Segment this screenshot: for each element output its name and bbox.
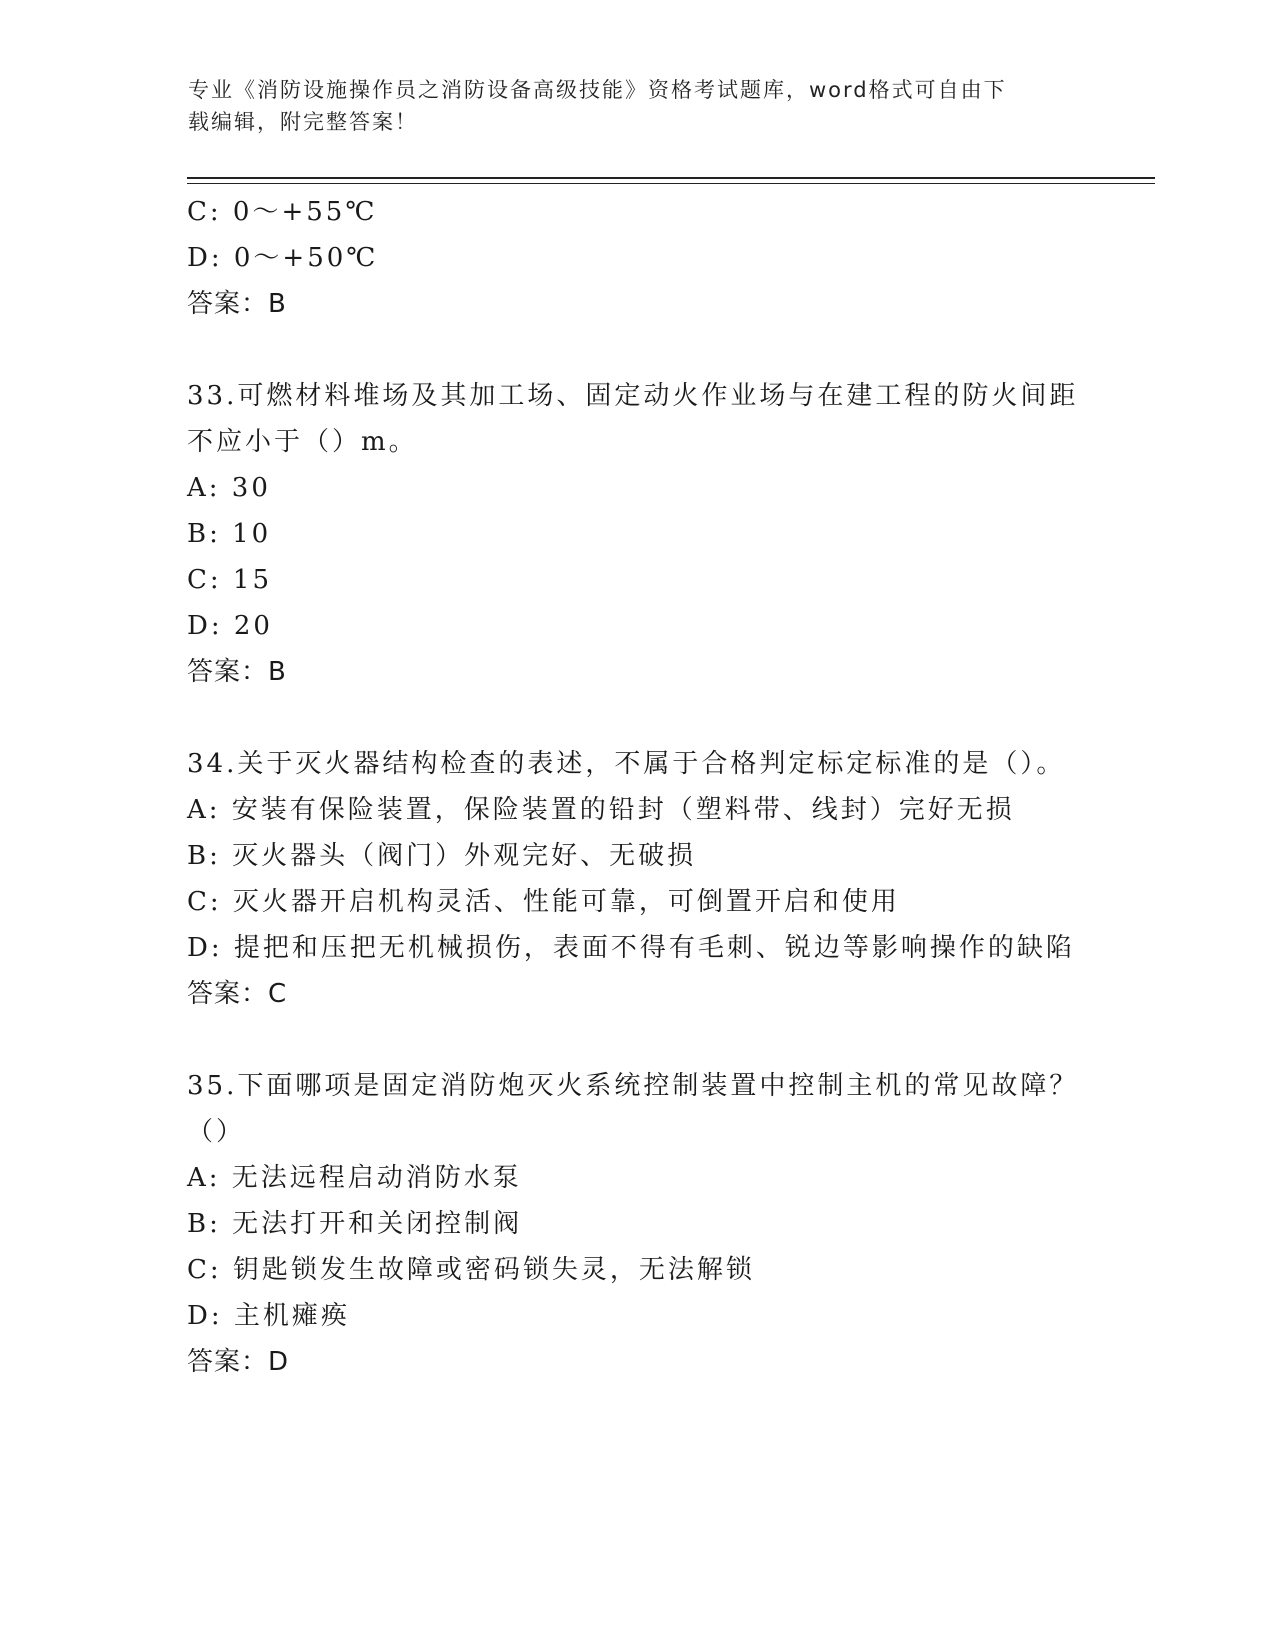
document-header bbox=[188, 74, 1088, 138]
answer-line: 答案：D bbox=[187, 1347, 290, 1377]
option-d: D: 0～+50℃ bbox=[187, 243, 379, 273]
option-b: B: 10 bbox=[187, 519, 272, 549]
option-d: D: 20 bbox=[187, 611, 273, 641]
option-c: C: 0～+55℃ bbox=[187, 197, 378, 227]
answer-line: 答案：C bbox=[187, 979, 288, 1009]
question-stem: 33.可燃材料堆场及其加工场、固定动火作业场与在建工程的防火间距 bbox=[187, 381, 1079, 411]
question-34 bbox=[187, 741, 1155, 1017]
option-d: D: 提把和压把无机械损伤，表面不得有毛刺、锐边等影响操作的缺陷 bbox=[187, 933, 1075, 963]
option-c: C: 15 bbox=[187, 565, 273, 595]
option-d: D: 主机瘫痪 bbox=[187, 1301, 350, 1331]
question-stem: 不应小于（）m。 bbox=[187, 427, 418, 457]
question-stem: 34.关于灭火器结构检查的表述，不属于合格判定标定标准的是（）。 bbox=[187, 749, 1066, 779]
option-a: A: 30 bbox=[187, 473, 271, 503]
option-b: B: 灭火器头（阀门）外观完好、无破损 bbox=[187, 841, 697, 871]
answer-line: 答案：B bbox=[187, 657, 287, 687]
answer-line: 答案：B bbox=[187, 289, 287, 319]
option-a: A: 无法远程启动消防水泵 bbox=[187, 1163, 522, 1193]
question-stem: 35.下面哪项是固定消防炮灭火系统控制装置中控制主机的常见故障？ bbox=[187, 1071, 1079, 1101]
question-33 bbox=[187, 373, 1155, 695]
header-line-1: 专业《消防设施操作员之消防设备高级技能》资格考试题库，word格式可自由下 bbox=[188, 78, 1007, 102]
option-b: B: 无法打开和关闭控制阀 bbox=[187, 1209, 523, 1239]
option-a: A: 安装有保险装置，保险装置的铅封（塑料带、线封）完好无损 bbox=[187, 795, 1015, 825]
question-list bbox=[187, 189, 1155, 1385]
previous-question bbox=[187, 189, 1155, 327]
header-line-2: 载编辑，附完整答案！ bbox=[188, 110, 418, 134]
question-stem: （） bbox=[187, 1117, 246, 1147]
option-c: C: 灭火器开启机构灵活、性能可靠，可倒置开启和使用 bbox=[187, 887, 900, 917]
question-35 bbox=[187, 1063, 1155, 1385]
header-rule-thick bbox=[187, 177, 1155, 179]
option-c: C: 钥匙锁发生故障或密码锁失灵，无法解锁 bbox=[187, 1255, 755, 1285]
header-rule-thin bbox=[187, 183, 1155, 184]
